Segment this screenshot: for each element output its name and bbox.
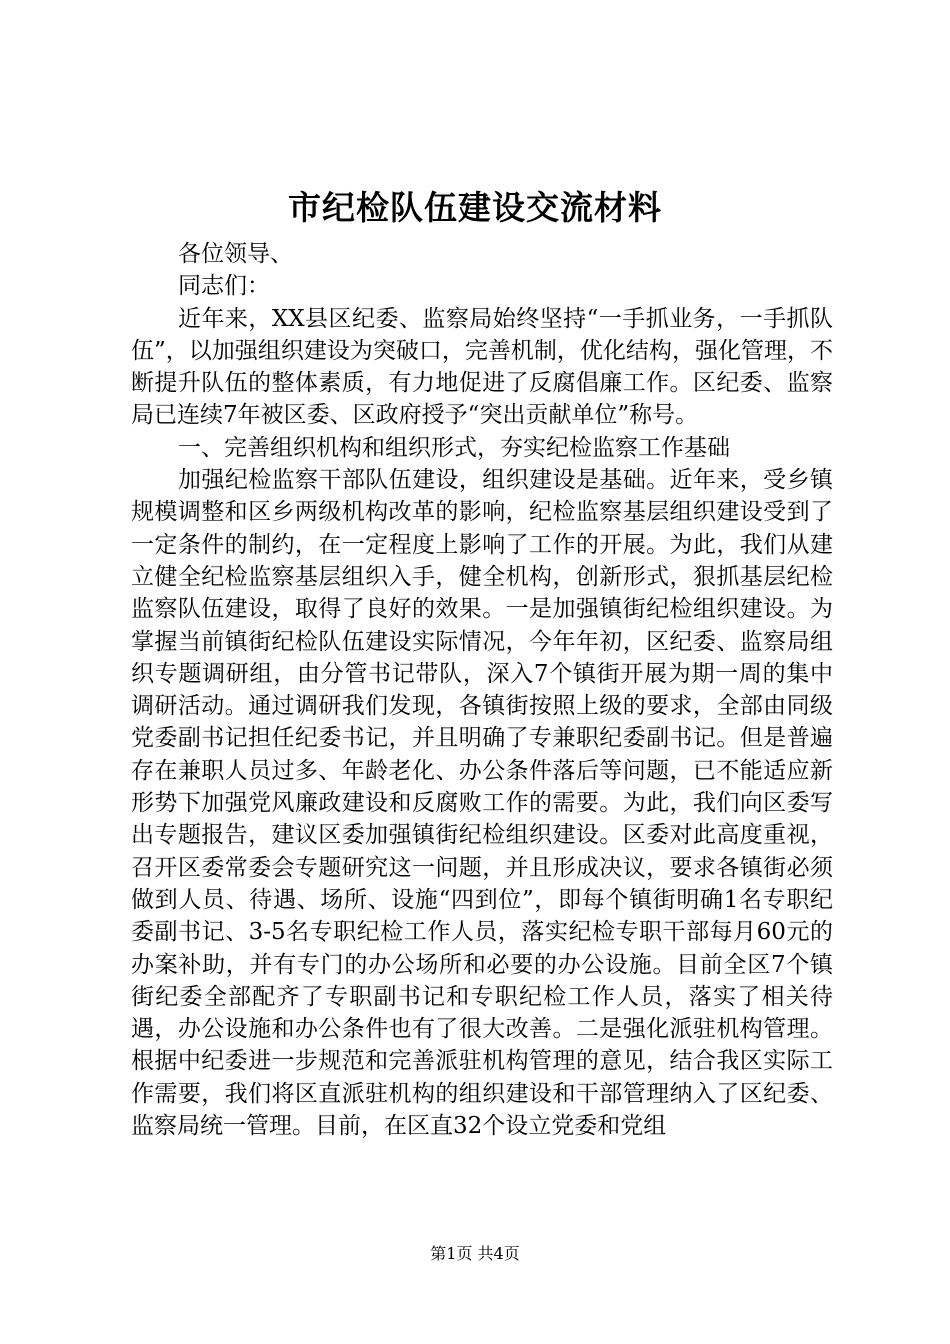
page-footer: 第1页 共4页 xyxy=(430,1244,520,1263)
salutation-leaders: 各位领导、 xyxy=(178,241,293,267)
salutation-comrades: 同志们： xyxy=(178,273,270,300)
document-body xyxy=(131,238,833,1142)
document-title: 市纪检队伍建设交流材料 xyxy=(288,188,662,227)
section-heading-1: 一、完善组织机构和组织形式，夯实纪检监察工作基础 xyxy=(178,434,730,461)
paragraph-section-1: 加强纪检监察干部队伍建设，组织建设是基础。近年来，受乡镇规模调整和区乡两级机构改革的影响，纪检监察基层组织建设受到了一定条件的制约，在一定程度上影响了工作的开展。为此，我们从建立健全纪检监察基层组织入手，健全机构，创新形式，狠抓基层纪检监察队伍建设，取得了良好的效果。一是加强镇街纪检组织建设。为掌握当前镇街纪检队伍建设实际情况，今年年初，区纪委、监察局组织专题调研组，由分管书记带队，深入7个镇街开展为期一周的集中调研活动。通过调研我们发现，各镇街按照上级的要求，全部由同级党委副书记担任纪委书记，并且明确了专兼职纪委副书记。但是普遍存在兼职人员过多、年龄老化、办公条件落后等问题，已不能适应新形势下加强党风廉政建设和反腐败工作的需要。为此，我们向区委写出专题报告，建议区委加强镇街纪检组织建设。区委对此高度重视，召开区委常委会专题研究这一问题，并且形成决议，要求各镇街必须做到人员、待遇、场所、设施“四到位”，即每个镇街明确1名专职纪委副书记、3-5名专职纪检工作人员，落实纪检专职干部每月60元的办案补助，并有专门的办公场所和必要的办公设施。目前全区7个镇街纪委全部配齐了专职副书记和专职纪检工作人员，落实了相关待遇，办公设施和办公条件也有了很大改善。二是强化派驻机构管理。根据中纪委进一步规范和完善派驻机构管理的意见，结合我区实际工作需要，我们将区直派驻机构的组织建设和干部管理纳入了区纪委、监察局统一管理。目前，在区直32个设立党委和党组 xyxy=(131,467,833,1140)
paragraph-intro: 近年来，XX县区纪委、监察局始终坚持“一手抓业务，一手抓队伍”，以加强组织建设为突破口，完善机制，优化结构，强化管理，不断提升队伍的整体素质，有力地促进了反腐倡廉工作。区纪委、监察局已连续7年被区委、区政府授予“突出贡献单位”称号。 xyxy=(131,305,833,429)
